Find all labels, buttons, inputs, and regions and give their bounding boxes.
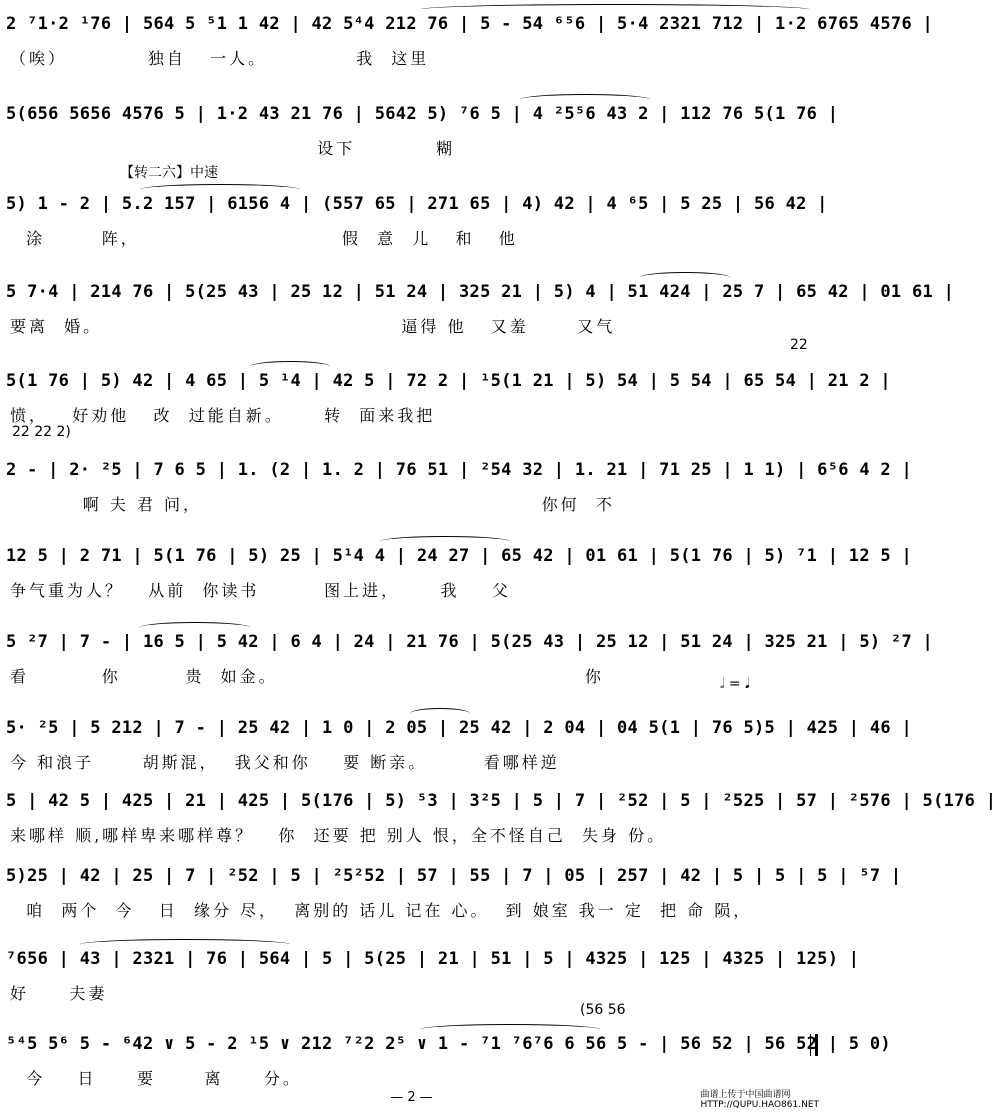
lyric-line: 今 日 要 离 分。 (10, 1069, 302, 1088)
lyric-line: 今 和浪子 胡斯混， 我父和你 要 断亲。 看哪样逆 (10, 753, 560, 772)
score-system-8 (0, 618, 934, 710)
notation-line: ⁷656 | 43 | 2321 | 76 | 564 | 5 | 5(25 | 21 | 51 | 5 | 4325 | 125 | 4325 | 125) | (6, 949, 860, 969)
score-system-7 (0, 532, 912, 624)
overscore-marking: 22 22 2) (12, 424, 71, 440)
notation-line: 5(1 76 | 5) 42 | 4 65 | 5 ¹4 | 42 5 | 72 2 | ¹5(1 21 | 5) 54 | 5 54 | 65 54 | 21 2 | (6, 371, 891, 391)
notation-line: 12 5 | 2 71 | 5(1 76 | 5) 25 | 5¹4 4 | 24 27 | 65 42 | 01 61 | 5(1 76 | 5) ⁷1 | 12 5 | (6, 546, 912, 566)
lyric-line: 设下 糊 (10, 139, 456, 158)
lyric-line: 争气重为人？ 从前 你读书 图上进， 我 父 (10, 581, 511, 600)
lyric-line: 涂 阵， 假 意 儿 和 他 (10, 229, 518, 248)
source-watermark (701, 1090, 819, 1110)
slur-mark (140, 622, 250, 633)
notation-line: 2 ⁷1·2 ¹76 | 564 5 ⁵1 1 42 | 42 5⁴4 212 76 | 5 - 54 ⁶⁵6 | 5·4 2321 712 | 1·2 6765 4576 | (6, 14, 934, 34)
slur-mark (250, 361, 330, 372)
source-line: 曲谱上传于中国曲谱网 (700, 1090, 791, 1100)
slur-mark (420, 4, 810, 15)
notation-line: ⁵⁴5 5⁶ 5 - ⁶42 ∨ 5 - 2 ¹5 ∨ 212 ⁷²2 2⁵ ∨ 1 - ⁷1 ⁷6⁷6 6 56 5 - | 56 52 | 56 52 | 5 0) (6, 1034, 891, 1054)
metronome-marking: 𝅗𝅥 = 𝅘𝅥 (720, 676, 750, 692)
score-system-4 (0, 268, 955, 360)
notation-line: 2 - | 2· ²5 | 7 6 5 | 1. (2 | 1. 2 | 76 51 | ²54 32 | 1. 21 | 71 25 | 1 1) | 6⁵6 4 2 | (6, 460, 912, 480)
score-system-12 (0, 935, 860, 1027)
tempo-change-marking: 【转二六】中速 (120, 165, 218, 181)
slur-mark (420, 1024, 600, 1035)
score-system-1 (0, 0, 934, 92)
lyric-line: 来哪样 顺,哪样卑来哪样尊？ 你 还要 把 别人 恨，全不怪自己 失身 份。 (10, 826, 667, 845)
score-system-5 (0, 337, 891, 449)
lyric-line: 咱 两个 今 日 缘分 尽， 离别的 话儿 记在 心。 到 娘室 我一 定 把 命 陨， (10, 901, 753, 920)
notation-line: 5(656 5656 4576 5 | 1·2 43 21 76 | 5642 5) ⁷6 5 | 4 ²5⁵6 43 2 | 112 76 5(1 76 | (6, 104, 839, 124)
score-system-3 (0, 165, 828, 272)
notation-line: 5· ²5 | 5 212 | 7 - | 25 42 | 1 0 | 2 05 | 25 42 | 2 04 | 04 5(1 | 76 5)5 | 425 | 46 | (6, 718, 912, 738)
page-number: — 2 — (390, 1090, 433, 1105)
notation-line: 5 7·4 | 214 76 | 5(25 43 | 25 12 | 51 24 | 325 21 | 5) 4 | 51 424 | 25 7 | 65 42 | 01 61 | (6, 282, 955, 302)
score-system-11 (0, 852, 902, 944)
final-barline (810, 1034, 818, 1056)
slur-mark (410, 708, 470, 719)
lyric-line: 要离 婚。 逼得 他 又羞 又气 (10, 317, 616, 336)
overscore-marking: 22 (790, 337, 808, 353)
slur-mark (520, 94, 650, 105)
lyric-line: 愤， 好劝他 改 过能自新。 转 面来我把 (10, 406, 436, 425)
slur-mark (640, 272, 730, 283)
score-system-6 (0, 424, 912, 538)
lyric-line: （唉） 独自 一人。 我 这里 (10, 49, 430, 68)
lyric-line: 看 你 贵 如金。 你 (10, 667, 604, 686)
lyric-line: 好 夫妻 (10, 984, 108, 1003)
slur-mark (80, 939, 290, 950)
notation-line: 5 ²7 | 7 - | 16 5 | 5 42 | 6 4 | 24 | 21 76 | 5(25 43 | 25 12 | 51 24 | 325 21 | 5) ²7 | (6, 632, 934, 652)
overscore-marking: (56 56 (580, 1002, 626, 1018)
lyric-line: 啊 夫 君 问， 你何 不 (10, 495, 615, 514)
notation-line: 5 | 42 5 | 425 | 21 | 425 | 5(176 | 5) ⁵3 | 3²5 | 5 | 7 | ²52 | 5 | ²525 | 57 | ²576 | 5(176 | (6, 791, 996, 811)
slur-mark (140, 184, 300, 195)
notation-line: 5) 1 - 2 | 5.2 157 | 6156 4 | (557 65 | 271 65 | 4) 42 | 4 ⁶5 | 5 25 | 56 42 | (6, 194, 828, 214)
slur-mark (380, 536, 510, 547)
source-url: HTTP://QUPU.HAO861.NET (700, 1100, 819, 1110)
notation-line: 5)25 | 42 | 25 | 7 | ²52 | 5 | ²5²52 | 57 | 55 | 7 | 05 | 257 | 42 | 5 | 5 | 5 | ⁵7 | (6, 866, 902, 886)
